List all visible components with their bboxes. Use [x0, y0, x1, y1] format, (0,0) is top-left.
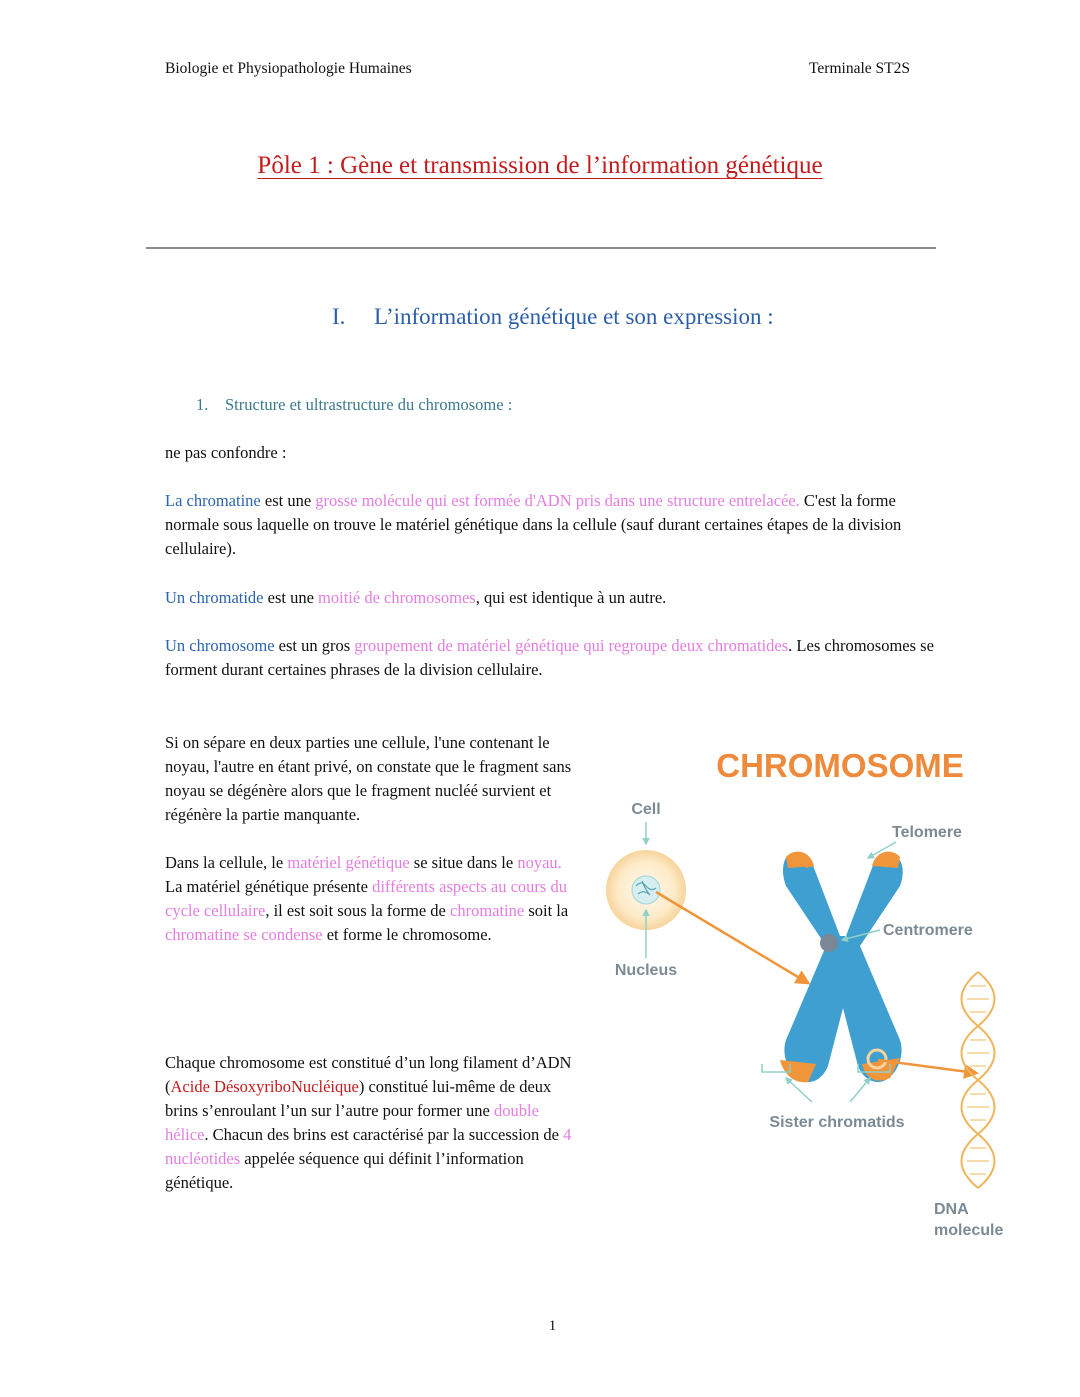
paragraph-chromosome [165, 634, 940, 682]
label-centromere: Centromere [883, 922, 973, 939]
text: est un gros [274, 636, 355, 655]
page-number: 1 [548, 1318, 557, 1334]
label-sister-chromatids: Sister chromatids [769, 1114, 905, 1131]
subsection-title: Structure et ultrastructure du chromosome : [225, 395, 513, 414]
paragraph-separation: Si on sépare en deux parties une cellule, l'une contenant le noyau, l'autre en étant privé, on constate que le fragment sans noyau se dégénère alors que le fragment nucléé survient et régénère la partie manquante. [165, 733, 572, 824]
label-molecule: molecule [934, 1222, 1004, 1239]
subsection-number: 1. [196, 395, 209, 414]
section-number: I. [332, 304, 346, 329]
text: est une [263, 588, 319, 607]
highlight: matériel génétique [287, 853, 410, 872]
highlight: chromatine se condense [165, 925, 323, 944]
chromosome-shape [780, 852, 903, 1083]
highlight: groupement de matériel génétique qui regroupe deux chromatides [354, 636, 789, 655]
term-chromatine: La chromatine [165, 491, 261, 510]
paragraph-chromatine [165, 489, 940, 561]
section-title: L’information génétique et son expression : [374, 304, 774, 329]
page-title: Pôle 1 : Gène et transmission de l’information génétique [257, 152, 823, 179]
text: . Les chromosomes se forment durant certaines phrases de la division cellulaire. [165, 636, 934, 679]
horizontal-rule [146, 247, 936, 249]
highlight: moitié de chromosomes [318, 588, 476, 607]
dna-helix-icon [962, 972, 995, 1188]
highlight: noyau. [517, 853, 562, 872]
text: se situe dans le [409, 853, 518, 872]
label-telomere: Telomere [892, 824, 962, 841]
highlight: grosse molécule qui est formée d'ADN pris dans une structure entrelacée. [315, 491, 800, 510]
pointer-sister-right [850, 1078, 870, 1102]
text: appelée séquence qui définit l’information génétique. [165, 1149, 524, 1192]
text: est une [260, 491, 316, 510]
text: Dans la cellule, le [165, 853, 288, 872]
highlight: double hélice [165, 1101, 539, 1144]
highlight-red: Acide DésoxyriboNucléique [170, 1077, 359, 1096]
label-dna: DNA [934, 1201, 969, 1218]
text: C'est la forme normale sous laquelle on trouve le matériel génétique dans la cellule (sauf durant certaines étapes de la division cellulaire). [165, 491, 902, 558]
label-cell: Cell [631, 801, 661, 818]
arrow-nucleus-to-chromosome [656, 892, 808, 983]
text: Chaque chromosome est constitué d’un long filament d’ADN ( [165, 1053, 572, 1096]
subsection-heading [196, 395, 512, 415]
text: , qui est identique à un autre. [475, 588, 667, 607]
text: et forme le chromosome. [322, 925, 492, 944]
text: ) constitué lui-même de deux brins s’enroulant l’un sur l’autre pour former une [165, 1077, 552, 1120]
highlight: chromatine [450, 901, 525, 920]
term-chromosome: Un chromosome [165, 636, 275, 655]
paragraph-cellule [165, 851, 580, 947]
chromosome-diagram [600, 740, 1020, 1250]
diagram-title: CHROMOSOME [716, 747, 964, 784]
paragraph-chromatide [165, 586, 940, 610]
highlight: 4 nucléotides [165, 1125, 572, 1168]
text: soit la [524, 901, 569, 920]
header-right: Terminale ST2S [809, 60, 910, 77]
term-chromatide: Un chromatide [165, 588, 264, 607]
header-left: Biologie et Physiopathologie Humaines [165, 60, 412, 77]
section-heading [332, 304, 774, 330]
paragraph-adn [165, 1051, 580, 1195]
text: . Chacun des brins est caractérisé par la succession de [204, 1125, 564, 1144]
label-nucleus: Nucleus [614, 962, 678, 979]
highlight: différents aspects au cours du cycle cellulaire [165, 877, 567, 920]
intro-text: ne pas confondre : [165, 443, 287, 462]
text: La matériel génétique présente [165, 877, 373, 896]
text: , il est soit sous la forme de [265, 901, 450, 920]
